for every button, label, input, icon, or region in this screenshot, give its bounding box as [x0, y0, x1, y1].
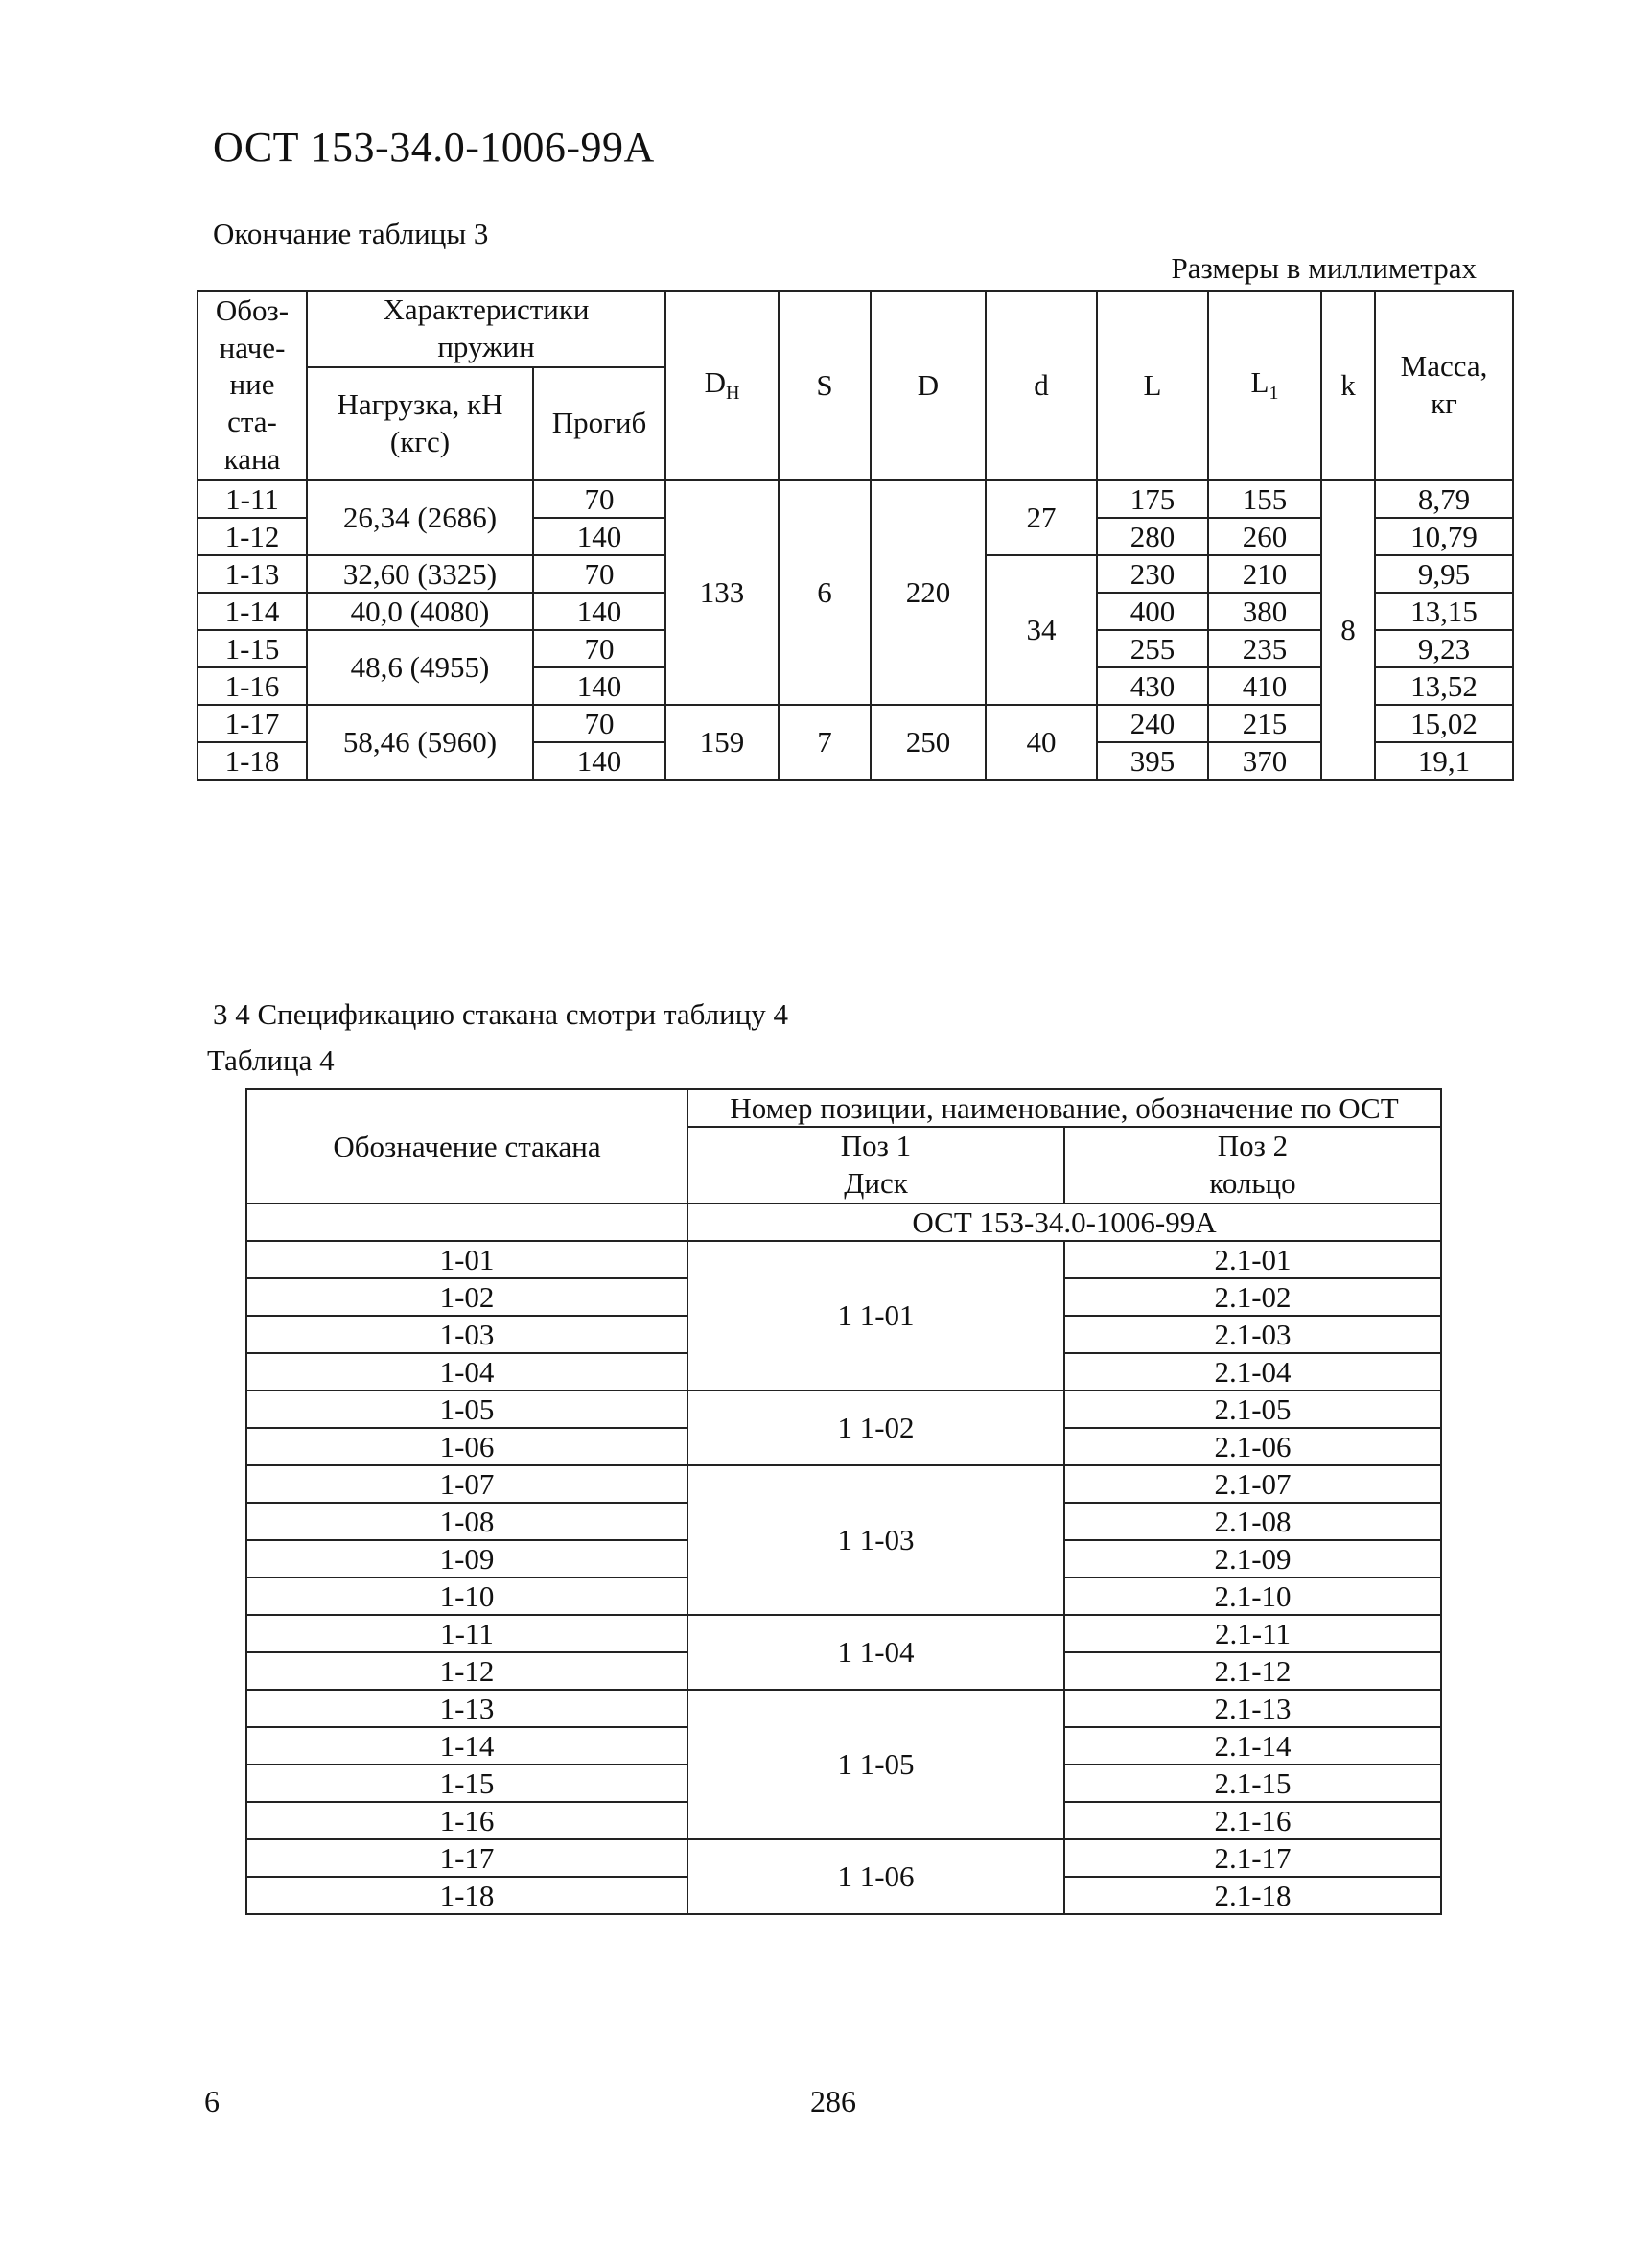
cell-L1: 215: [1208, 705, 1321, 742]
table4-caption: Таблица 4: [207, 1043, 335, 1077]
table3: [197, 290, 1514, 781]
cell-L: 400: [1097, 593, 1208, 630]
cell-designation: 1-13: [246, 1690, 687, 1727]
cell-deflection: 70: [533, 630, 665, 667]
header-pos1-name: Диск: [844, 1165, 908, 1200]
cell-load: 26,34 (2686): [307, 480, 533, 555]
header-Dn-label: D: [704, 365, 726, 400]
header-k: k: [1321, 291, 1375, 480]
cell-pos2: 2.1-05: [1064, 1391, 1441, 1428]
header-position-group: Номер позиции, наименование, обозначение по ОСТ: [687, 1089, 1441, 1127]
cell-designation: 1-14: [198, 593, 307, 630]
header-Dn: [665, 291, 779, 480]
cell-deflection: 70: [533, 705, 665, 742]
cell-designation: 1-12: [246, 1652, 687, 1690]
cell-load: 58,46 (5960): [307, 705, 533, 780]
cell-designation: 1-09: [246, 1540, 687, 1578]
header-pos1: [687, 1127, 1064, 1204]
cell-mass: 19,1: [1375, 742, 1513, 780]
cell-designation: 1-02: [246, 1278, 687, 1316]
cell-L: 255: [1097, 630, 1208, 667]
cell-empty: [246, 1204, 687, 1241]
header-L1: [1208, 291, 1321, 480]
header-designation-line: наче-: [219, 330, 286, 364]
cell-L: 430: [1097, 667, 1208, 705]
cell-Dn: 133: [665, 480, 779, 705]
cell-mass: 10,79: [1375, 518, 1513, 555]
header-ost-code: ОСТ 153-34.0-1006-99А: [687, 1204, 1441, 1241]
cell-pos2: 2.1-17: [1064, 1839, 1441, 1877]
header-designation-line: кана: [223, 441, 281, 476]
header-pos1-number: Поз 1: [840, 1129, 912, 1162]
cell-designation: 1-15: [246, 1765, 687, 1802]
cell-pos1: 1 1-03: [687, 1465, 1064, 1615]
cell-pos2: 2.1-07: [1064, 1465, 1441, 1503]
cell-pos2: 2.1-11: [1064, 1615, 1441, 1652]
header-designation-line: ние: [229, 367, 275, 402]
cell-d: 27: [986, 480, 1097, 555]
cell-pos2: 2.1-08: [1064, 1503, 1441, 1540]
header-L1-subscript: 1: [1269, 383, 1279, 405]
cell-L: 395: [1097, 742, 1208, 780]
cell-deflection: 140: [533, 593, 665, 630]
cell-d: 40: [986, 705, 1097, 780]
cell-deflection: 140: [533, 667, 665, 705]
table-row: [246, 1839, 1441, 1877]
cell-L1: 370: [1208, 742, 1321, 780]
header-mass: Масса, кг: [1375, 291, 1513, 480]
table-row: [198, 705, 1513, 742]
header-Dn-subscript: Н: [725, 383, 740, 405]
cell-mass: 9,23: [1375, 630, 1513, 667]
cell-designation: 1-04: [246, 1353, 687, 1391]
header-designation-line: Обоз-: [215, 292, 290, 327]
paragraph-3-4: 3 4 Спецификацию стакана смотри таблицу 4: [213, 997, 789, 1031]
cell-designation: 1-11: [198, 480, 307, 518]
cell-L1: 410: [1208, 667, 1321, 705]
cell-pos2: 2.1-04: [1064, 1353, 1441, 1391]
table4: [245, 1088, 1442, 1915]
cell-load: 40,0 (4080): [307, 593, 533, 630]
cell-mass: 9,95: [1375, 555, 1513, 593]
cell-pos2: 2.1-12: [1064, 1652, 1441, 1690]
cell-mass: 13,15: [1375, 593, 1513, 630]
cell-D: 220: [871, 480, 986, 705]
cell-S: 6: [779, 480, 871, 705]
page-number: 6: [204, 2084, 220, 2118]
header-pos2: [1064, 1127, 1441, 1204]
cell-deflection: 70: [533, 555, 665, 593]
cell-L1: 155: [1208, 480, 1321, 518]
cell-L1: 260: [1208, 518, 1321, 555]
cell-designation: 1-16: [246, 1802, 687, 1839]
cell-L: 240: [1097, 705, 1208, 742]
table3-units-note: Размеры в миллиметрах: [1171, 251, 1477, 285]
cell-pos1: 1 1-02: [687, 1391, 1064, 1465]
cell-mass: 15,02: [1375, 705, 1513, 742]
cell-pos2: 2.1-09: [1064, 1540, 1441, 1578]
cell-pos2: 2.1-02: [1064, 1278, 1441, 1316]
cell-pos2: 2.1-16: [1064, 1802, 1441, 1839]
cell-pos2: 2.1-06: [1064, 1428, 1441, 1465]
header-pos2-name: кольцо: [1209, 1165, 1296, 1200]
cell-mass: 8,79: [1375, 480, 1513, 518]
header-deflection: Прогиб: [533, 367, 665, 480]
cell-designation: 1-17: [246, 1839, 687, 1877]
table-row: [246, 1615, 1441, 1652]
header-designation: [198, 291, 307, 480]
cell-mass: 13,52: [1375, 667, 1513, 705]
cell-designation: 1-03: [246, 1316, 687, 1353]
header-pos2-number: Поз 2: [1217, 1129, 1289, 1162]
cell-pos1: 1 1-04: [687, 1615, 1064, 1690]
table-row: [246, 1690, 1441, 1727]
cell-S: 7: [779, 705, 871, 780]
cell-pos2: 2.1-18: [1064, 1877, 1441, 1914]
cell-designation: 1-10: [246, 1578, 687, 1615]
cell-L1: 380: [1208, 593, 1321, 630]
cell-L1: 235: [1208, 630, 1321, 667]
header-designation: Обозначение стакана: [246, 1089, 687, 1204]
cell-L: 280: [1097, 518, 1208, 555]
cell-designation: 1-13: [198, 555, 307, 593]
cell-designation: 1-06: [246, 1428, 687, 1465]
cell-designation: 1-05: [246, 1391, 687, 1428]
cell-pos2: 2.1-14: [1064, 1727, 1441, 1765]
cell-pos2: 2.1-10: [1064, 1578, 1441, 1615]
cell-pos2: 2.1-01: [1064, 1241, 1441, 1278]
cell-L: 230: [1097, 555, 1208, 593]
cell-designation: 1-11: [246, 1615, 687, 1652]
header-L: L: [1097, 291, 1208, 480]
cell-d: 34: [986, 555, 1097, 705]
header-D: D: [871, 291, 986, 480]
cell-designation: 1-08: [246, 1503, 687, 1540]
cell-designation: 1-18: [198, 742, 307, 780]
cell-pos2: 2.1-13: [1064, 1690, 1441, 1727]
header-designation-line: ста-: [227, 405, 277, 439]
sheet-number: 286: [810, 2084, 856, 2118]
table-row: [246, 1391, 1441, 1428]
cell-L1: 210: [1208, 555, 1321, 593]
cell-pos1: 1 1-01: [687, 1241, 1064, 1391]
cell-designation: 1-18: [246, 1877, 687, 1914]
cell-deflection: 70: [533, 480, 665, 518]
cell-k: 8: [1321, 480, 1375, 780]
cell-pos2: 2.1-15: [1064, 1765, 1441, 1802]
table-row: [246, 1241, 1441, 1278]
cell-designation: 1-01: [246, 1241, 687, 1278]
cell-deflection: 140: [533, 742, 665, 780]
cell-designation: 1-17: [198, 705, 307, 742]
cell-designation: 1-16: [198, 667, 307, 705]
header-d: d: [986, 291, 1097, 480]
cell-Dn: 159: [665, 705, 779, 780]
header-spring-characteristics: Характеристики пружин: [307, 291, 665, 367]
header-load: Нагрузка, кН (кгс): [307, 367, 533, 480]
cell-D: 250: [871, 705, 986, 780]
cell-designation: 1-07: [246, 1465, 687, 1503]
cell-L: 175: [1097, 480, 1208, 518]
cell-designation: 1-15: [198, 630, 307, 667]
table-row: [198, 480, 1513, 518]
header-S: S: [779, 291, 871, 480]
cell-pos1: 1 1-05: [687, 1690, 1064, 1839]
header-L1-label: L: [1250, 365, 1269, 400]
cell-pos1: 1 1-06: [687, 1839, 1064, 1914]
document-code: ОСТ 153-34.0-1006-99А: [213, 124, 655, 171]
cell-load: 32,60 (3325): [307, 555, 533, 593]
table-row: [246, 1465, 1441, 1503]
cell-designation: 1-12: [198, 518, 307, 555]
table3-caption: Окончание таблицы 3: [213, 217, 489, 250]
cell-designation: 1-14: [246, 1727, 687, 1765]
cell-deflection: 140: [533, 518, 665, 555]
cell-pos2: 2.1-03: [1064, 1316, 1441, 1353]
cell-load: 48,6 (4955): [307, 630, 533, 705]
